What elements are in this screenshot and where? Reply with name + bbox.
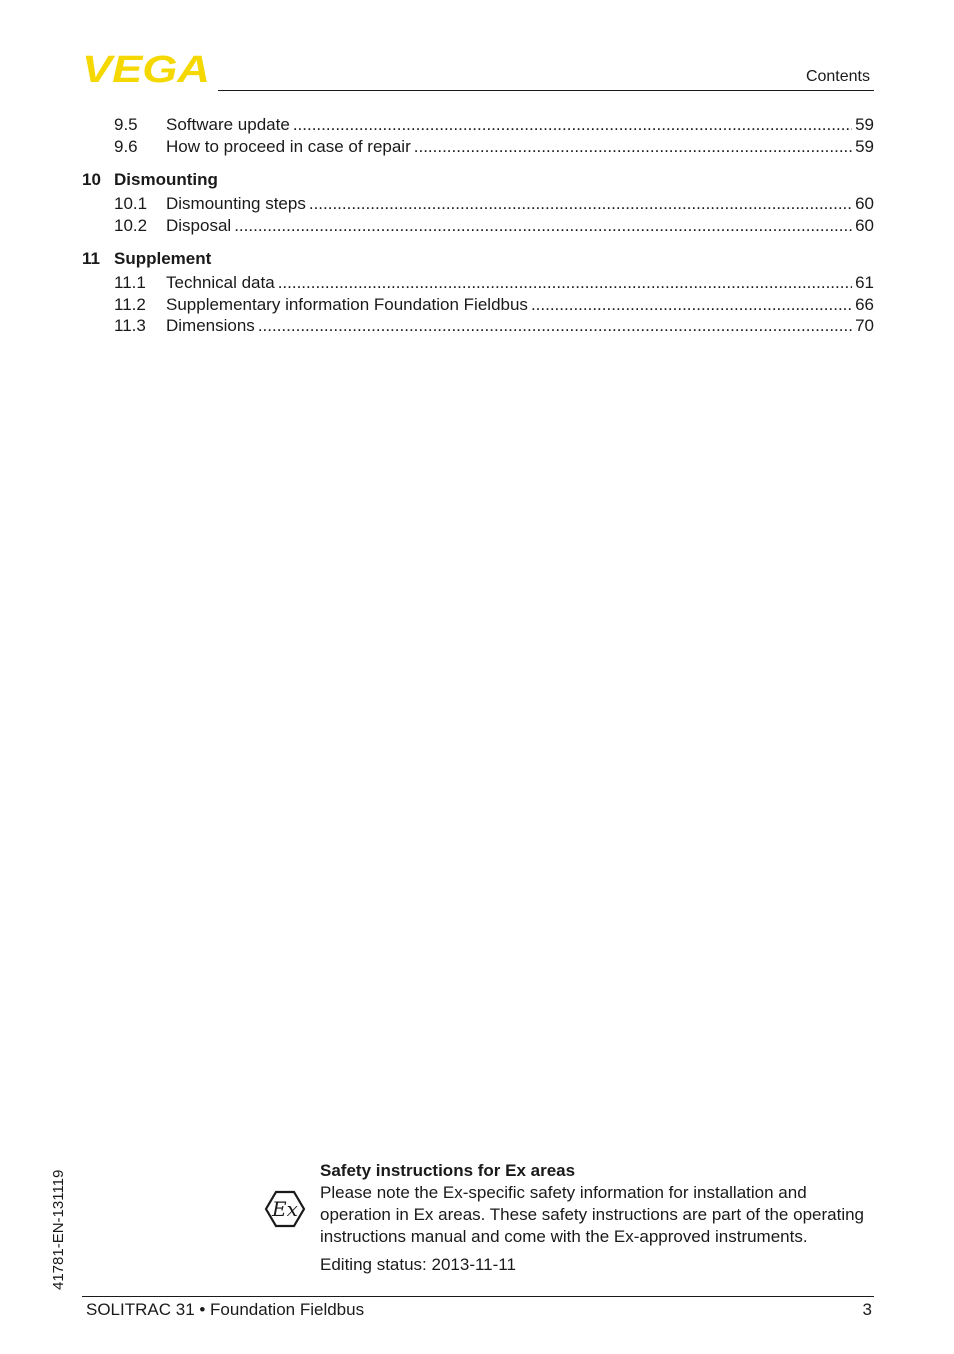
toc-entry-title: Dismounting steps [166, 194, 306, 213]
toc-entry-number: 10.2 [114, 215, 148, 235]
toc-chapter-heading[interactable] [82, 169, 874, 191]
toc-chapter-title: Dismounting [114, 170, 218, 189]
toc-entry[interactable] [82, 114, 874, 136]
toc-entry-title: Supplementary information Foundation Fieldbus [166, 294, 528, 314]
vega-logo [82, 52, 212, 84]
toc-entry-page: 60 [855, 215, 874, 235]
svg-text:Ex: Ex [272, 1197, 298, 1221]
toc-entry-number: 10.1 [114, 194, 148, 213]
svg-text:VEGA: VEGA [82, 52, 210, 84]
toc-leader-dots [531, 294, 852, 316]
safety-notice [320, 1160, 876, 1276]
document-number: 41781-EN-131119 [50, 1169, 67, 1290]
header-title: Contents [805, 68, 870, 85]
toc-entry-number: 11.3 [114, 316, 146, 335]
safety-heading: Safety instructions for Ex areas [320, 1161, 576, 1180]
toc-chapter-title: Supplement [114, 249, 212, 268]
toc-leader-dots [278, 272, 852, 294]
toc-leader-dots [309, 193, 852, 215]
toc-entry-title: Technical data [166, 273, 275, 292]
toc-entry-page: 66 [855, 294, 874, 314]
toc-leader-dots [258, 315, 852, 337]
toc-entry[interactable] [82, 193, 874, 215]
toc-entry[interactable] [82, 215, 874, 237]
safety-body: Please note the Ex-specific safety information for installation and operation in Ex areas. These safety instructions are part of the operating instructions manual and come with the Ex-approved instruments. [320, 1183, 864, 1246]
toc-entry-number: 11.1 [114, 273, 146, 292]
toc-entry[interactable] [82, 315, 874, 337]
toc-entry-number: 11.2 [114, 294, 146, 314]
page-number: 3 [862, 1300, 872, 1319]
header-rule [218, 90, 874, 91]
toc-entry-title: Disposal [166, 215, 232, 235]
toc-entry-title: Software update [166, 115, 290, 134]
toc-leader-dots [234, 215, 852, 237]
toc-entry-page: 59 [855, 136, 874, 156]
footer-rule [82, 1296, 874, 1297]
toc-leader-dots [293, 114, 852, 136]
toc-entry[interactable] [82, 294, 874, 316]
ex-icon [264, 1190, 306, 1228]
toc-chapter-heading[interactable] [82, 248, 874, 270]
toc-entry-page: 70 [855, 316, 874, 335]
toc-entry-title: Dimensions [166, 316, 255, 335]
toc-entry-page: 60 [855, 194, 874, 213]
editing-status: Editing status: 2013-11-11 [320, 1255, 516, 1274]
toc-entry-title: How to proceed in case of repair [166, 136, 411, 156]
toc-entry[interactable] [82, 272, 874, 294]
toc-entry-page: 59 [855, 115, 874, 134]
table-of-contents [82, 114, 874, 337]
footer-product: SOLITRAC 31 • Foundation Fieldbus [86, 1300, 365, 1319]
toc-leader-dots [414, 136, 852, 158]
toc-entry[interactable] [82, 136, 874, 158]
toc-chapter-number: 11 [82, 249, 100, 268]
toc-entry-number: 9.5 [114, 115, 138, 134]
toc-entry-page: 61 [855, 273, 874, 292]
toc-entry-number: 9.6 [114, 136, 138, 156]
toc-chapter-number: 10 [82, 170, 101, 189]
